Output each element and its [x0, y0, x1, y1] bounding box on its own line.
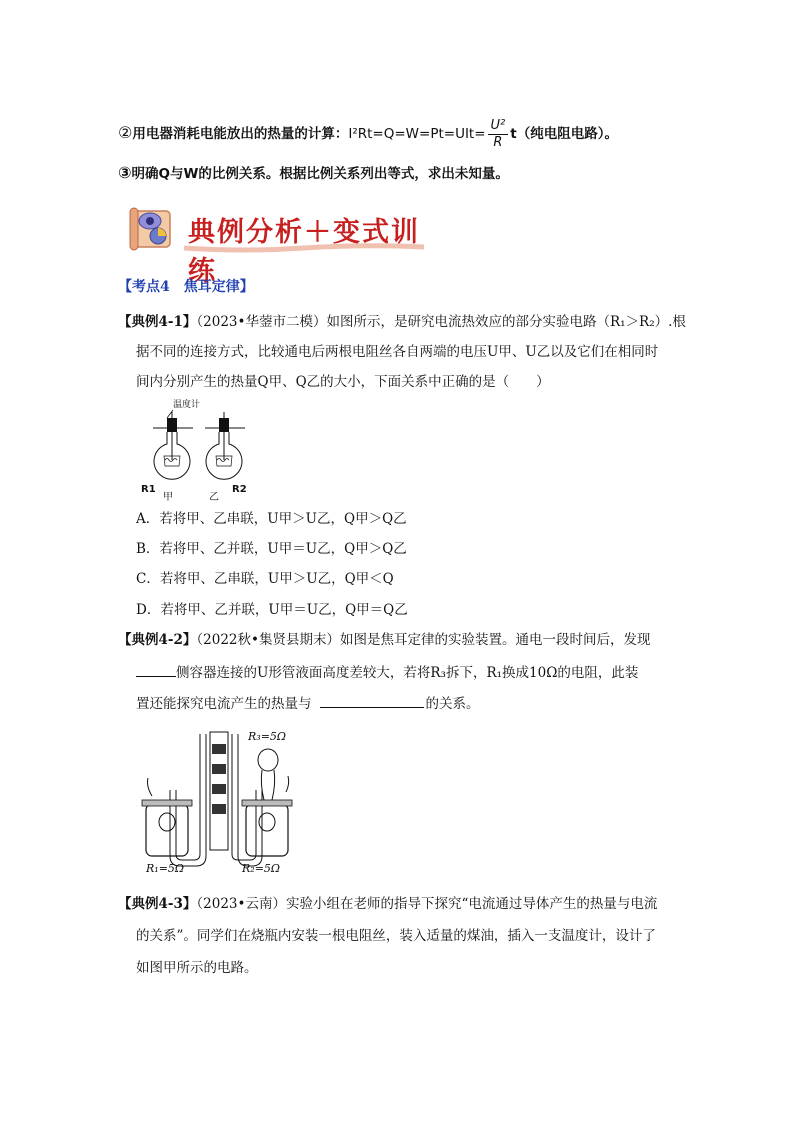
ratio-line — [118, 163, 509, 184]
ex3-line1 — [118, 894, 657, 914]
formula-marker: ② — [118, 123, 133, 142]
ex1-line3: 间内分别产生的热量Q甲、Q乙的大小，下面关系中正确的是（ ） — [136, 374, 550, 390]
formula-text-pre: 用电器消耗电能放出的热量的计算： — [132, 126, 349, 142]
banner-title: 典例分析＋变式训练 — [188, 217, 420, 287]
yi-label: 乙 — [209, 492, 219, 503]
banner-underline — [184, 243, 424, 253]
r2-label: R2 — [232, 484, 247, 495]
fraction-denominator: R — [493, 134, 503, 150]
section-banner — [128, 205, 428, 287]
formula-fraction — [488, 118, 509, 151]
r2-apparatus-label: R₂=5Ω — [242, 862, 281, 875]
ex3-line2: 的关系”。同学们在烧瓶内安装一根电阻丝，装入适量的煤油，插入一支温度计，设计了 — [136, 928, 656, 944]
ex2-blank-1 — [136, 662, 176, 677]
ex2-blank-2 — [320, 693, 424, 708]
ex1-line1 — [118, 312, 686, 332]
formula-line — [118, 116, 618, 150]
jia-label: 甲 — [163, 492, 173, 503]
ex2-text-3a: 置还能探究电流产生的热量与 — [136, 696, 312, 712]
ex2-text-3b: 的关系。 — [425, 696, 480, 712]
section-heading: 【考点4 焦耳定律】 — [118, 279, 254, 295]
ex1-text-1: （2023•华蓥市二模）如图所示，是研究电流热效应的部分实验电路（R₁＞R₂）.根 — [196, 314, 686, 330]
ex1-line2: 据不同的连接方式，比较通电后两根电阻丝各自两端的电压U甲、U乙以及它们在相同时 — [136, 344, 659, 360]
ex2-line3 — [136, 693, 480, 714]
thermometer-label: 温度计 — [173, 400, 201, 410]
r1-apparatus-label: R₁=5Ω — [146, 862, 185, 875]
figure-joule-apparatus — [138, 726, 298, 878]
option-c: C．若将甲、乙串联，U甲＞U乙，Q甲＜Q — [136, 571, 394, 587]
ratio-marker: ③ — [118, 163, 132, 182]
ex1-tag: 【典例4-1】 — [118, 314, 197, 330]
r3-label: R₃=5Ω — [248, 730, 287, 743]
ex3-line3: 如图甲所示的电路。 — [136, 960, 258, 976]
option-b: B．若将甲、乙并联，U甲＝U乙，Q甲＞Q乙 — [136, 541, 407, 557]
ex3-tag: 【典例4-3】 — [118, 896, 197, 912]
option-d: D．若将甲、乙并联，U甲＝U乙，Q甲＝Q乙 — [136, 602, 408, 618]
ex3-text-1: （2023•云南）实验小组在老师的指导下探究“电流通过导体产生的热量与电流 — [196, 896, 658, 912]
ex2-line2 — [136, 662, 638, 683]
ex2-text-1: （2022秋•集贤县期末）如图是焦耳定律的实验装置。通电一段时间后，发现 — [196, 632, 651, 648]
formula-text-post: t（纯电阻电路）。 — [510, 126, 618, 142]
fraction-numerator: U² — [488, 118, 509, 135]
figure-flasks — [135, 398, 265, 502]
ex2-line1 — [118, 630, 650, 650]
ratio-text: 明确Q与W的比例关系。根据比例关系列出等式，求出未知量。 — [131, 166, 509, 182]
apparatus-drawing — [138, 726, 298, 878]
banner-scroll-icon — [128, 205, 184, 253]
ex2-text-2: 侧容器连接的U形管液面高度差较大，若将R₃拆下，R₁换成10Ω的电阻，此装 — [176, 665, 639, 681]
formula-expression: I²Rt=Q=W=Pt=UIt= — [348, 126, 486, 142]
option-a: A．若将甲、乙串联，U甲＞U乙，Q甲＞Q乙 — [136, 511, 407, 527]
r1-label: R1 — [141, 484, 156, 495]
ex2-tag: 【典例4-2】 — [118, 632, 197, 648]
